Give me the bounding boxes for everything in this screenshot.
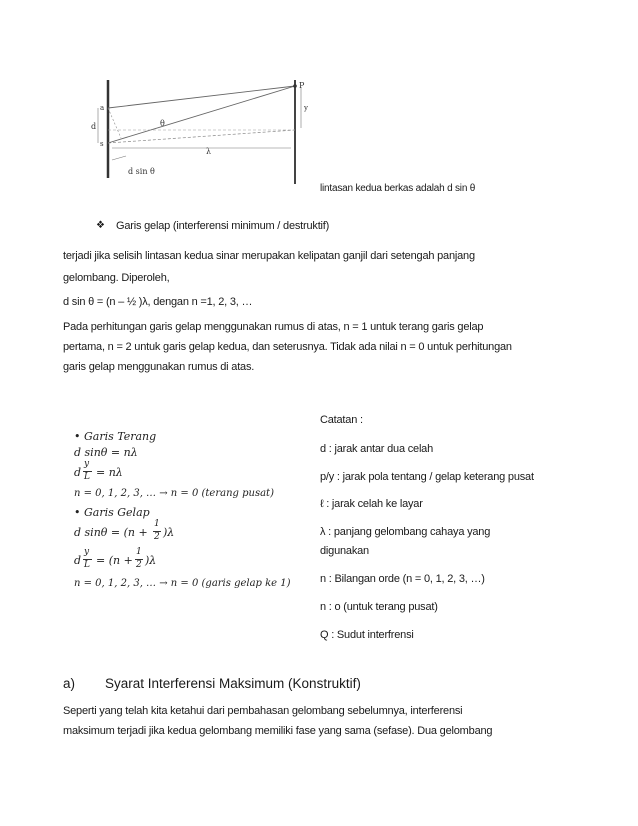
bullet-garis-gelap: Garis gelap (interferensi minimum / destruktif): [116, 220, 330, 232]
section-a-title: Syarat Interferensi Maksimum (Konstruktif): [105, 676, 361, 691]
path-difference-line: [108, 108, 121, 138]
note-l: ℓ : jarak celah ke layar: [320, 498, 423, 510]
para1-line2: gelombang. Diperoleh,: [63, 272, 170, 284]
label-a: a: [100, 104, 105, 112]
point-p-dot: [293, 84, 297, 88]
math-gelap-eq1-rhs: )λ: [163, 526, 175, 539]
bullet-icon: ❖: [96, 220, 105, 231]
diagram-caption: lintasan kedua berkas adalah d sin θ: [320, 183, 476, 194]
math-gelap-eq2-mid: = (n +: [96, 554, 133, 567]
math-gelap-n: n = 0, 1, 2, 3, … → n = 0 (garis gelap ke 1): [74, 578, 291, 589]
para2-line1: Pada perhitungan garis gelap menggunakan rumus di atas, n = 1 untuk terang garis gelap: [63, 321, 484, 333]
para3-line1: Seperti yang telah kita ketahui dari pembahasan gelombang sebelumnya, interferensi: [63, 705, 463, 717]
formula-image: [70, 422, 292, 598]
math-terang-eq2-l: L: [84, 472, 90, 482]
math-gelap-eq1: d sinθ = (n +: [74, 526, 148, 539]
math-terang-eq2-y: y: [84, 459, 90, 469]
math-gelap-eq2-d: d: [74, 554, 82, 567]
note-lambda-1: λ : panjang gelombang cahaya yang: [320, 526, 491, 538]
formula-dark: d sin θ = (n – ½ )λ, dengan n =1, 2, 3, …: [63, 296, 253, 308]
ray-center-offset: [108, 130, 295, 143]
label-theta: θ: [160, 119, 165, 128]
math-terang-eq1: d sinθ = nλ: [74, 446, 138, 459]
note-py: p/y : jarak pola tentang / gelap keterang pusat: [320, 471, 534, 483]
math-gelap-eq1-den: 2: [154, 532, 160, 542]
math-gelap-eq2-rhs: )λ: [145, 554, 157, 567]
notes-title: Catatan :: [320, 414, 363, 426]
math-terang-eq2-d: d: [74, 466, 82, 479]
note-n-1: n : Bilangan orde (n = 0, 1, 2, 3, …): [320, 573, 485, 585]
ray-bottom: [108, 86, 295, 143]
label-d: d: [91, 122, 97, 131]
label-lambda: λ: [206, 147, 212, 156]
math-gelap-eq1-num: 1: [154, 519, 160, 529]
para1-line1: terjadi jika selisih lintasan kedua sinar merupakan kelipatan ganjil dari setengah panjang: [63, 250, 475, 262]
section-a-label: a): [63, 676, 76, 691]
dsin-arrow-line: [112, 156, 126, 160]
note-lambda-2: digunakan: [320, 545, 369, 557]
ray-top: [108, 86, 295, 108]
math-gelap-title: • Garis Gelap: [74, 506, 150, 519]
label-dsin: d sin θ: [128, 167, 155, 176]
note-q: Q : Sudut interfrensi: [320, 629, 414, 641]
note-n-2: n : o (untuk terang pusat): [320, 601, 438, 613]
para3-line2: maksimum terjadi jika kedua gelombang memiliki fase yang sama (sefase). Dua gelombang: [63, 725, 493, 737]
para2-line3: garis gelap menggunakan rumus di atas.: [63, 361, 255, 373]
math-terang-n: n = 0, 1, 2, 3, … → n = 0 (terang pusat): [74, 488, 274, 499]
para2-line2: pertama, n = 2 untuk garis gelap kedua, dan seterusnya. Tidak ada nilai n = 0 untuk perhitungan: [63, 341, 512, 353]
label-s: s: [100, 140, 104, 148]
label-y: y: [304, 104, 308, 112]
math-gelap-eq2-num: 1: [136, 547, 142, 557]
label-p: P: [299, 81, 305, 90]
math-gelap-eq2-y: y: [84, 547, 90, 557]
math-terang-title: • Garis Terang: [74, 430, 157, 443]
double-slit-diagram: [88, 78, 318, 186]
math-gelap-eq2-den: 2: [136, 560, 142, 570]
note-d: d : jarak antar dua celah: [320, 443, 434, 455]
math-gelap-eq2-l: L: [84, 560, 90, 570]
math-terang-eq2-rhs: = nλ: [96, 466, 123, 479]
